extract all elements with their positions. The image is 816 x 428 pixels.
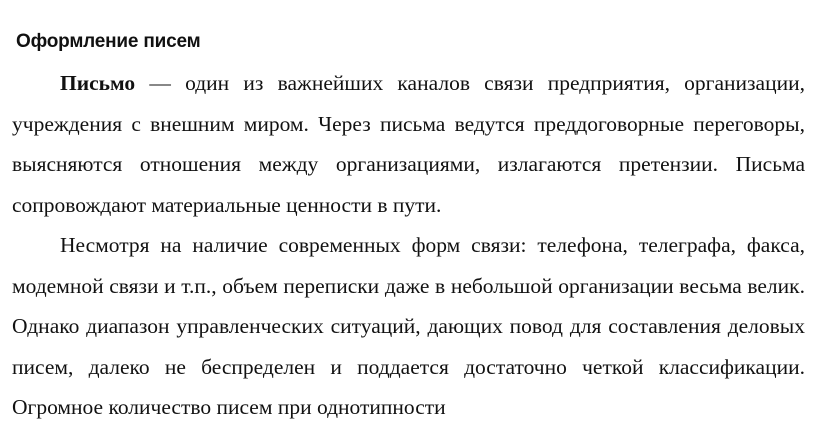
paragraph-text: Несмотря на наличие современных форм связи: телефона, телеграфа, факса, модемной связи и т.п., объем переписки даже в небольшой организации весьма велик. Однако диапазон управленческих ситуаций, дающих повод для составления деловых писем, далеко не беспределен и поддается достаточно четкой классификации. Огромное количество писем при однотипности xyxy=(12,233,805,419)
defined-term: Письмо xyxy=(60,71,136,95)
paragraph-correspondence-volume xyxy=(12,225,805,428)
page-title: Оформление писем xyxy=(16,31,201,52)
paragraph-text: — один из важнейших каналов связи предприятия, организации, учреждения с внешним миром. Через письма ведутся преддоговорные переговоры, выясняются отношения между организациями, излагаются претензии. Письма сопровождают материальные ценности в пути. xyxy=(12,71,805,217)
document-body xyxy=(12,63,805,428)
paragraph-letter-definition xyxy=(12,63,805,225)
